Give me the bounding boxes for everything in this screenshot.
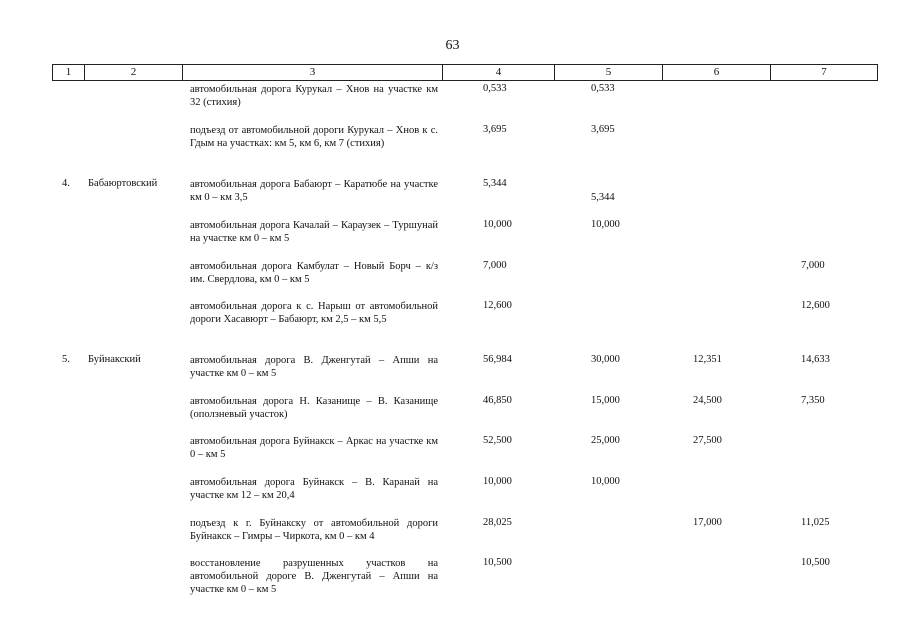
row-road-name: автомобильная дорога к с. Нарыш от автомобильной дороги Хасавюрт – Бабаюрт, км 2,5 – км 5,5 xyxy=(190,301,438,325)
header-col-2: 2 xyxy=(84,64,182,80)
header-col-1: 1 xyxy=(52,64,84,80)
header-col-4: 4 xyxy=(442,64,554,80)
row-value-col7: 7,000 xyxy=(801,260,825,271)
row-value-col7: 11,025 xyxy=(801,517,830,528)
row-value-col5: 10,000 xyxy=(591,476,620,487)
row-road-name: автомобильная дорога Буйнакск – Аркас на участке км 0 – км 5 xyxy=(190,436,438,460)
row-value-col4: 12,600 xyxy=(483,300,512,311)
row-value-col5: 0,533 xyxy=(591,83,615,94)
row-road-name: автомобильная дорога Курукал – Хнов на участке км 32 (стихия) xyxy=(190,84,438,108)
row-value-col5: 10,000 xyxy=(591,219,620,230)
row-number: 5. xyxy=(62,354,70,365)
row-road-name: подъезд от автомобильной дороги Курукал – Хнов к с. Гдым на участках: км 5, км 6, км 7 (стихия) xyxy=(190,125,438,149)
row-road-name: восстановление разрушенных участков на автомобильной дороге В. Дженгутай – Апши на участке км 0 – км 5 xyxy=(190,558,438,595)
header-col-6: 6 xyxy=(662,64,770,80)
page-number: 63 xyxy=(445,38,460,53)
table-header-row xyxy=(52,64,878,80)
header-col-7: 7 xyxy=(770,64,878,80)
row-value-col5: 15,000 xyxy=(591,395,620,406)
table-header-bottom-rule xyxy=(52,80,878,81)
row-value-col4: 10,000 xyxy=(483,476,512,487)
row-value-col4: 10,500 xyxy=(483,557,512,568)
row-value-col4: 52,500 xyxy=(483,435,512,446)
row-road-name: автомобильная дорога Н. Казанище – В. Казанище (оползневый участок) xyxy=(190,396,438,420)
row-value-col7: 7,350 xyxy=(801,395,825,406)
row-value-col6: 27,500 xyxy=(693,435,722,446)
row-value-col5: 30,000 xyxy=(591,354,620,365)
row-value-col5: 3,695 xyxy=(591,124,615,135)
row-value-col4: 56,984 xyxy=(483,354,512,365)
row-road-name: автомобильная дорога В. Дженгутай – Апши на участке км 0 – км 5 xyxy=(190,355,438,379)
row-road-name: автомобильная дорога Буйнакск – В. Каранай на участке км 12 – км 20,4 xyxy=(190,477,438,501)
header-col-3: 3 xyxy=(182,64,442,80)
row-value-col5: 5,344 xyxy=(591,192,615,203)
row-road-name: автомобильная дорога Бабаюрт – Каратюбе на участке км 0 – км 3,5 xyxy=(190,179,438,203)
row-road-name: автомобильная дорога Качалай – Караузек – Туршунай на участке км 0 – км 5 xyxy=(190,220,438,244)
row-value-col4: 7,000 xyxy=(483,260,507,271)
row-value-col7: 10,500 xyxy=(801,557,830,568)
row-value-col6: 17,000 xyxy=(693,517,722,528)
row-district: Буйнакский xyxy=(88,354,141,365)
row-value-col4: 46,850 xyxy=(483,395,512,406)
row-number: 4. xyxy=(62,178,70,189)
row-value-col4: 10,000 xyxy=(483,219,512,230)
row-value-col4: 5,344 xyxy=(483,178,507,189)
row-value-col4: 28,025 xyxy=(483,517,512,528)
row-value-col5: 25,000 xyxy=(591,435,620,446)
row-value-col4: 3,695 xyxy=(483,124,507,135)
row-district: Бабаюртовский xyxy=(88,178,158,189)
row-road-name: автомобильная дорога Камбулат – Новый Борч – к/з им. Свердлова, км 0 – км 5 xyxy=(190,261,438,285)
row-value-col6: 24,500 xyxy=(693,395,722,406)
row-road-name: подъезд к г. Буйнакску от автомобильной дороги Буйнакск – Гимры – Чиркота, км 0 – км 4 xyxy=(190,518,438,542)
row-value-col6: 12,351 xyxy=(693,354,722,365)
row-value-col4: 0,533 xyxy=(483,83,507,94)
row-value-col7: 12,600 xyxy=(801,300,830,311)
row-value-col7: 14,633 xyxy=(801,354,830,365)
header-col-5: 5 xyxy=(554,64,662,80)
